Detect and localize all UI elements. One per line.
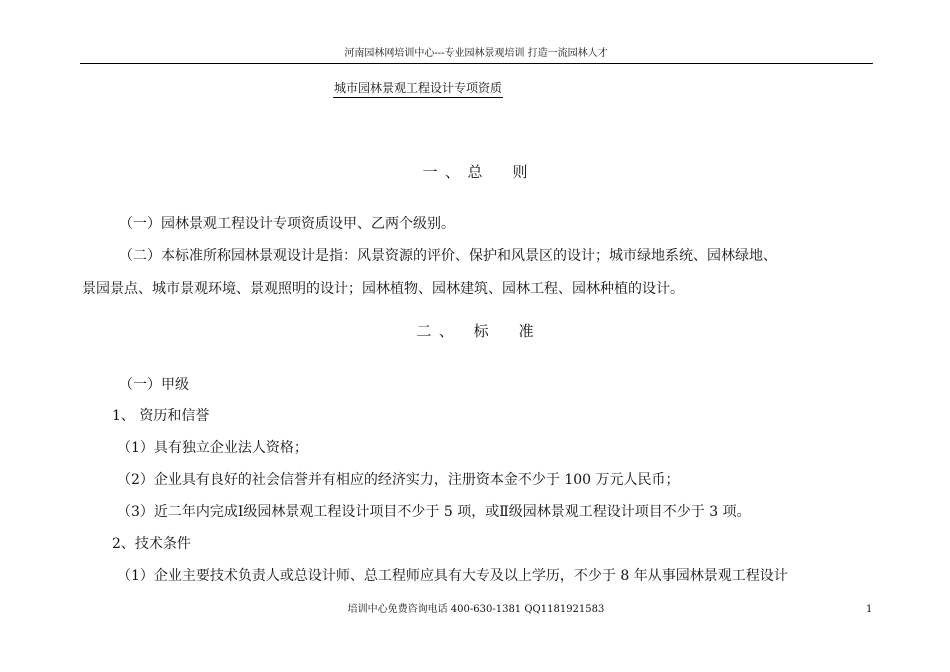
paragraph: 2、技术条件 bbox=[112, 536, 191, 552]
header-divider bbox=[80, 63, 872, 64]
paragraph: （一）甲级 bbox=[119, 377, 189, 393]
paragraph: 景园景点、城市景观环境、景观照明的设计；园林植物、园林建筑、园林工程、园林种植的设计。 bbox=[82, 281, 684, 297]
paragraph: 1、 资历和信誉 bbox=[112, 408, 210, 424]
paragraph: （3）近二年内完成Ⅰ级园林景观工程设计项目不少于 5 项，或Ⅱ级园林景观工程设计项目不少于 3 项。 bbox=[117, 504, 751, 520]
document-subtitle: 城市园林景观工程设计专项资质 bbox=[333, 79, 503, 98]
paragraph: （1）具有独立企业法人资格； bbox=[117, 440, 308, 456]
paragraph: （1）企业主要技术负责人或总设计师、总工程师应具有大专及以上学历，不少于 8 年从事园林景观工程设计 bbox=[117, 568, 788, 584]
section-heading-general: 一、总 则 bbox=[422, 163, 535, 181]
page-header: 河南园林网培训中心---专业园林景观培训 打造一流园林人才 bbox=[344, 48, 608, 59]
section-heading-standards: 二、 标 准 bbox=[416, 322, 542, 340]
header-mark: . bbox=[871, 57, 874, 67]
page-footer: 培训中心免费咨询电话 400-630-1381 QQ1181921583 bbox=[347, 604, 605, 615]
paragraph: （2）企业具有良好的社会信誉并有相应的经济实力，注册资本金不少于 100 万元人民币； bbox=[117, 472, 680, 488]
paragraph: （一）园林景观工程设计专项资质设甲、乙两个级别。 bbox=[119, 216, 455, 232]
page-number: 1 bbox=[866, 604, 873, 615]
paragraph: （二）本标准所称园林景观设计是指：风景资源的评价、保护和风景区的设计；城市绿地系统、园林绿地、 bbox=[119, 248, 777, 264]
